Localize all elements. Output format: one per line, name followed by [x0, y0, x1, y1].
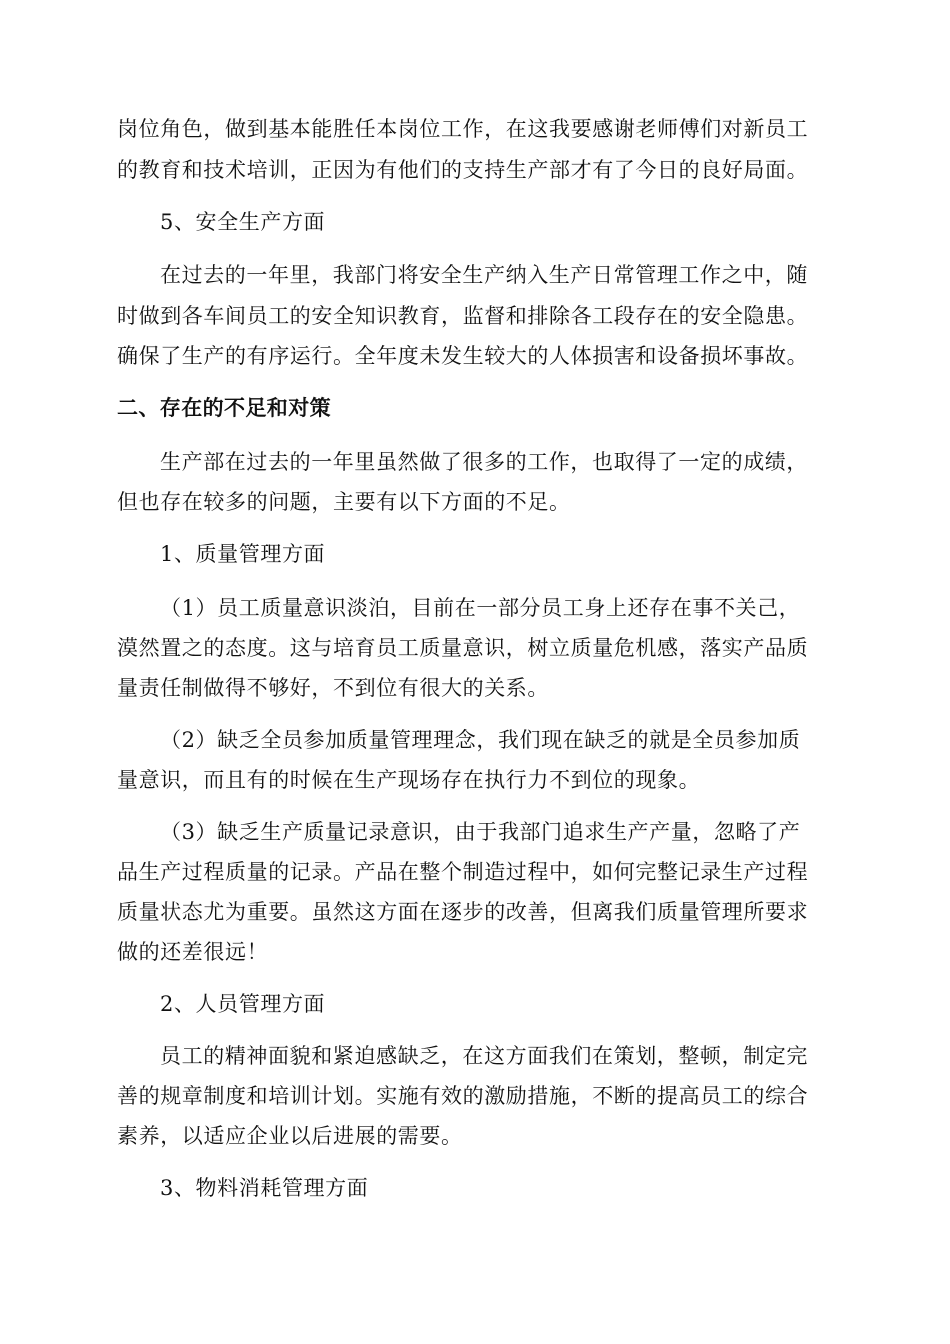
text-line: 但也存在较多的问题，主要有以下方面的不足。: [117, 490, 571, 514]
text-line: 善的规章制度和培训计划。实施有效的激励措施，不断的提高员工的综合: [117, 1084, 809, 1108]
text-line: 量责任制做得不够好，不到位有很大的关系。: [117, 676, 549, 700]
text-line: 员工的精神面貌和紧迫感缺乏，在这方面我们在策划，整顿，制定完: [160, 1044, 808, 1068]
text-line: 做的还差很远！: [117, 940, 269, 964]
text-line: 漠然置之的态度。这与培育员工质量意识，树立质量危机感，落实产品质: [117, 636, 809, 660]
text-line: 品生产过程质量的记录。产品在整个制造过程中，如何完整记录生产过程: [117, 860, 809, 884]
text-line: 的教育和技术培训，正因为有他们的支持生产部才有了今日的良好局面。: [117, 158, 809, 182]
section-heading: 二、存在的不足和对策: [117, 395, 331, 420]
subsection-heading: 1、质量管理方面: [160, 542, 326, 566]
subsection-heading: 5、安全生产方面: [160, 210, 326, 234]
subsection-heading: 3、物料消耗管理方面: [160, 1176, 369, 1200]
text-line: 时做到各车间员工的安全知识教育，监督和排除各工段存在的安全隐患。: [117, 304, 809, 328]
text-line: （1）员工质量意识淡泊，目前在一部分员工身上还存在事不关己，: [160, 596, 801, 620]
text-line: 生产部在过去的一年里虽然做了很多的工作，也取得了一定的成绩，: [160, 450, 808, 474]
text-line: 确保了生产的有序运行。全年度未发生较大的人体损害和设备损坏事故。: [117, 344, 809, 368]
text-line: （2）缺乏全员参加质量管理理念，我们现在缺乏的就是全员参加质: [160, 728, 801, 752]
subsection-heading: 2、人员管理方面: [160, 992, 326, 1016]
text-line: 在过去的一年里，我部门将安全生产纳入生产日常管理工作之中，随: [160, 263, 808, 287]
text-line: 量意识，而且有的时候在生产现场存在执行力不到位的现象。: [117, 768, 701, 792]
text-line: 岗位角色，做到基本能胜任本岗位工作，在这我要感谢老师傅们对新员工: [117, 117, 809, 141]
text-line: （3）缺乏生产质量记录意识，由于我部门追求生产产量，忽略了产: [160, 820, 801, 844]
text-line: 素养，以适应企业以后进展的需要。: [117, 1124, 463, 1148]
text-line: 质量状态尤为重要。虽然这方面在逐步的改善，但离我们质量管理所要求: [117, 900, 809, 924]
